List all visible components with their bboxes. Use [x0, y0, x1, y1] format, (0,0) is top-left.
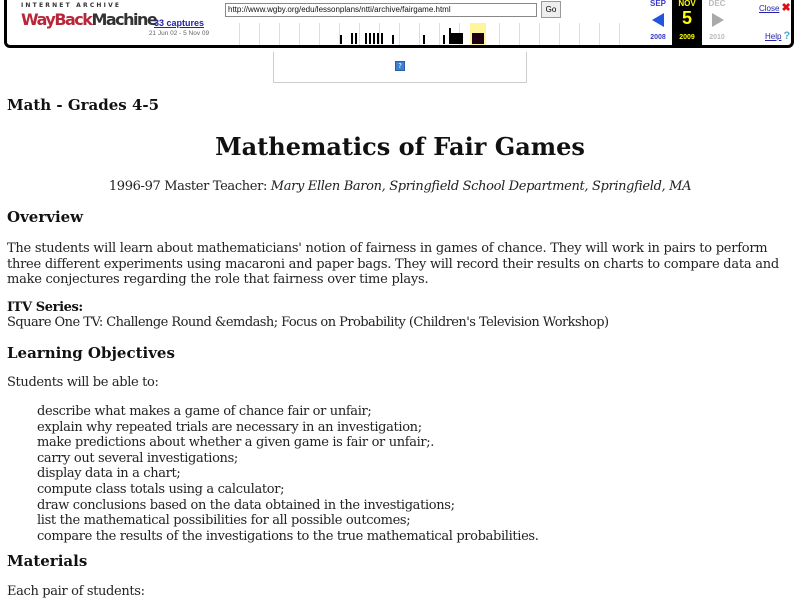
- overview-text: The students will learn about mathematicians' notion of fairness in games of chance. They will work in pairs to perform three different experiments using macaroni and paper bags. They will record their results on charts to compare data and make conjectures regarding the role that fairness over time plays.: [7, 241, 779, 287]
- help-icon[interactable]: ?: [783, 30, 791, 42]
- list-item: draw conclusions based on the data obtained in the investigations;: [37, 497, 455, 513]
- capture-bar: [340, 35, 342, 44]
- timeline-tick: [279, 23, 280, 45]
- capture-bar: [423, 35, 425, 44]
- timeline-tick: [539, 23, 540, 45]
- url-input[interactable]: http://www.wgby.org/edu/lessonplans/ntti/archive/fairgame.html: [225, 3, 537, 17]
- prev-month-button[interactable]: SEP 2008: [649, 0, 666, 41]
- capture-bar: [443, 35, 445, 44]
- overview-heading: Overview: [7, 208, 84, 226]
- timeline-tick: [439, 23, 440, 45]
- timeline-tick: [259, 23, 260, 45]
- capture-bar: [381, 33, 383, 44]
- timeline-tick: [599, 23, 600, 45]
- lesson-content: [7, 96, 797, 599]
- wayback-machine-wordmark: WayBackMachine: [21, 10, 157, 29]
- capture-bar: [392, 35, 394, 44]
- page-title: Mathematics of Fair Games: [215, 132, 585, 161]
- timeline-tick: [379, 23, 380, 45]
- timeline-tick: [519, 23, 520, 45]
- list-item: list the mathematical possibilities for all possible outcomes;: [37, 513, 411, 529]
- arrow-right-icon: [712, 13, 724, 27]
- wayback-toolbar: [4, 0, 794, 48]
- close-icon[interactable]: ✖: [781, 2, 791, 14]
- materials-intro: Each pair of students:: [7, 584, 145, 599]
- teacher-name: Mary Ellen Baron, Springfield School Department, Springfield, MA: [270, 179, 692, 194]
- list-item: describe what makes a game of chance fair or unfair;: [37, 404, 372, 419]
- wayback-logo[interactable]: [21, 2, 157, 38]
- capture-bar: [351, 33, 353, 44]
- timeline-tick: [579, 23, 580, 45]
- close-toolbar[interactable]: [759, 1, 791, 14]
- captures-date-range: 21 Jun 02 - 5 Nov 09: [148, 30, 210, 37]
- list-item: compute class totals using a calculator;: [37, 481, 285, 497]
- internet-archive-label: INTERNET ARCHIVE: [21, 2, 122, 9]
- teacher-credit: 1996-97 Master Teacher: Mary Ellen Baron, Springfield School Department, Springfield, MA: [108, 179, 692, 194]
- itv-series-value: Square One TV: Challenge Round &emdash; Focus on Probability (Children's Television Workshop): [7, 315, 609, 330]
- capture-timeline[interactable]: [219, 23, 639, 45]
- next-month-button: DEC 2010: [708, 0, 726, 41]
- current-capture-date: NOV 5 2009: [672, 0, 702, 45]
- capture-bar: [373, 33, 375, 44]
- timeline-tick: [399, 23, 400, 45]
- capture-bar-current: [472, 33, 484, 44]
- captures-info: [139, 18, 219, 37]
- list-item: make predictions about whether a given game is fair or unfair;.: [37, 435, 435, 451]
- grade-heading: Math - Grades 4-5: [7, 96, 160, 114]
- timeline-tick: [619, 23, 620, 45]
- list-item: carry out several investigations;: [37, 450, 238, 466]
- list-item: display data in a chart;: [37, 466, 181, 482]
- timeline-tick: [319, 23, 320, 45]
- close-link[interactable]: Close: [759, 4, 780, 13]
- capture-bar: [451, 33, 463, 44]
- list-item: explain why repeated trials are necessary in an investigation;: [37, 419, 422, 435]
- timeline-tick: [559, 23, 560, 45]
- banner-placeholder: [273, 52, 527, 83]
- timeline-tick: [299, 23, 300, 45]
- learning-objectives-heading: Learning Objectives: [7, 344, 175, 362]
- itv-series-label: ITV Series:: [7, 300, 83, 315]
- timeline-tick: [499, 23, 500, 45]
- capture-bar: [377, 33, 379, 44]
- month-navigator: [643, 0, 733, 45]
- arrow-left-icon: [652, 13, 664, 27]
- timeline-tick: [239, 23, 240, 45]
- broken-image-icon[interactable]: ?: [395, 61, 405, 71]
- go-button[interactable]: Go: [541, 1, 561, 18]
- capture-bar: [365, 33, 367, 44]
- captures-link[interactable]: 33 captures: [153, 18, 205, 28]
- capture-bar: [369, 33, 371, 44]
- objectives-list: [37, 404, 539, 544]
- help-toolbar[interactable]: [765, 30, 790, 42]
- capture-bar: [355, 33, 357, 44]
- list-item: compare the results of the investigations to the true mathematical probabilities.: [37, 528, 539, 544]
- materials-heading: Materials: [7, 552, 88, 570]
- timeline-tick: [419, 23, 420, 45]
- objectives-intro: Students will be able to:: [7, 375, 159, 390]
- help-link[interactable]: Help: [765, 32, 782, 41]
- timeline-tick: [359, 23, 360, 45]
